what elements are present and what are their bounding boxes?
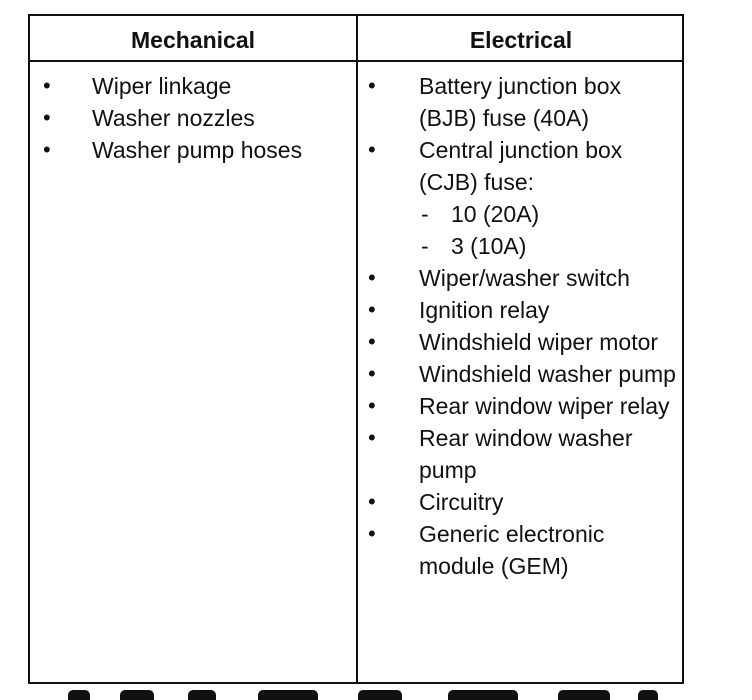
bullet-glyph: •: [368, 361, 376, 386]
list-item-text: Rear window wiper relay: [419, 393, 670, 419]
list-item: [358, 326, 684, 358]
bullet-glyph: •: [368, 73, 376, 98]
list-item: [358, 390, 684, 422]
bullet-glyph: •: [43, 73, 51, 98]
list-item-text: Battery junction box (BJB) fuse (40A): [419, 73, 622, 131]
list-item-text: Circuitry: [419, 489, 504, 515]
list-item: [30, 102, 356, 134]
list-item-text: Wiper linkage: [92, 73, 232, 99]
sub-list-item: [419, 198, 684, 230]
bullet-glyph: •: [43, 105, 51, 130]
bullet-glyph: •: [368, 265, 376, 290]
header-electrical: Electrical: [469, 27, 573, 53]
sub-list-item: [419, 230, 684, 262]
list-item: [358, 518, 684, 582]
list-item: [30, 70, 356, 102]
sub-list-item-text: 10 (20A): [451, 201, 540, 227]
bullet-glyph: •: [368, 329, 376, 354]
bullet-glyph: •: [368, 137, 376, 162]
list-item: [358, 422, 684, 486]
list-item-text: Washer pump hoses: [92, 137, 303, 163]
mechanical-list: [30, 70, 356, 166]
list-item-text: Windshield washer pump: [419, 361, 676, 387]
sub-list-item-text: 3 (10A): [451, 233, 527, 259]
list-item: [358, 358, 684, 390]
list-item: [358, 486, 684, 518]
list-item: [358, 70, 684, 134]
bullet-glyph: •: [43, 137, 51, 162]
bullet-glyph: •: [368, 489, 376, 514]
list-item-text: Washer nozzles: [92, 105, 255, 131]
list-item-text: Rear window washer pump: [419, 425, 633, 483]
list-item: [358, 294, 684, 326]
header-mechanical: Mechanical: [131, 27, 255, 53]
list-item: [30, 134, 356, 166]
list-item-text: Central junction box (CJB) fuse:: [419, 137, 623, 195]
bullet-glyph: •: [368, 297, 376, 322]
bullet-glyph: •: [368, 521, 376, 546]
list-item-text: Generic electronic module (GEM): [419, 521, 605, 579]
list-item-text: Wiper/washer switch: [419, 265, 630, 291]
electrical-list: [358, 70, 684, 582]
list-item: [358, 262, 684, 294]
dash-glyph: -: [421, 233, 429, 259]
list-item-text: Windshield wiper motor: [419, 329, 659, 355]
list-item: [358, 134, 684, 262]
bullet-glyph: •: [368, 393, 376, 418]
dash-glyph: -: [421, 201, 429, 227]
bullet-glyph: •: [368, 425, 376, 450]
list-item-text: Ignition relay: [419, 297, 550, 323]
sub-list: [419, 198, 684, 262]
cut-off-text-line: [28, 690, 684, 700]
inspection-table: [28, 14, 684, 684]
